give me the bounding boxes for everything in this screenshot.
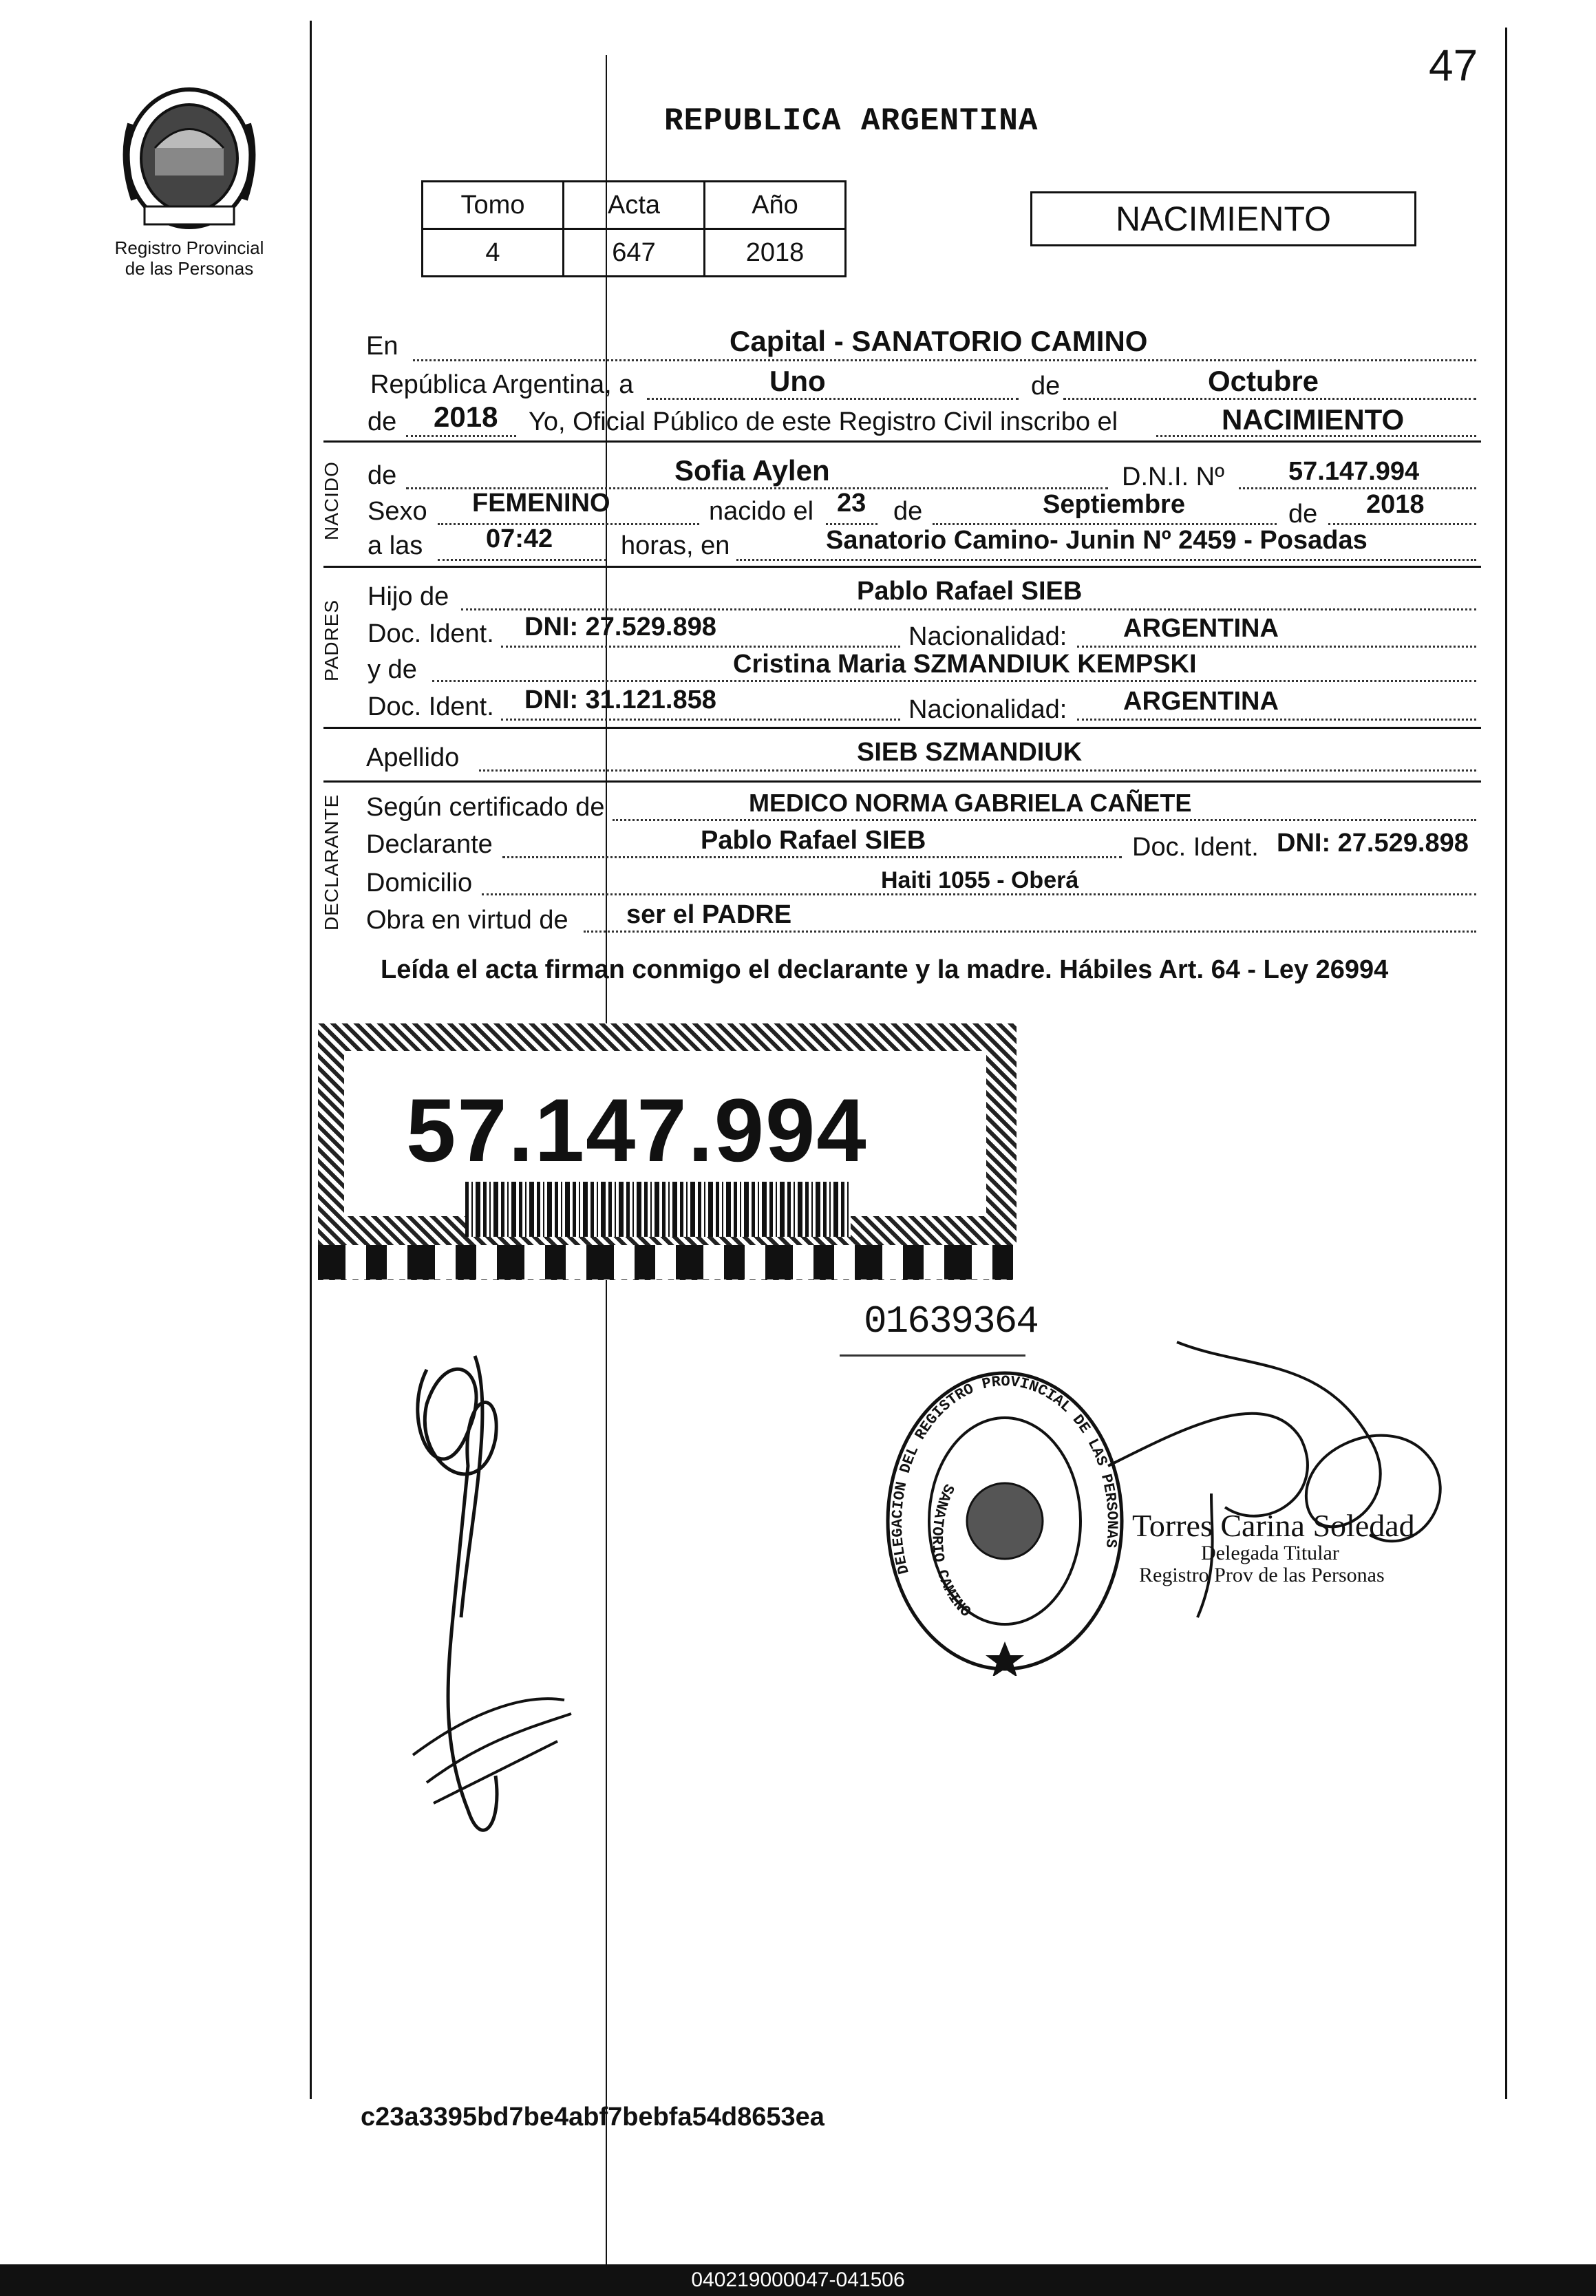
header-acta: Acta	[564, 182, 705, 229]
page-number: 47	[1429, 41, 1478, 90]
day-value: Uno	[769, 365, 826, 397]
declarante-label: Declarante	[366, 830, 493, 859]
apellido-label: Apellido	[366, 743, 460, 772]
dotted-line	[1328, 523, 1476, 525]
en-label: En	[366, 332, 398, 361]
horas-label: horas, en	[621, 531, 730, 560]
dotted-line	[432, 680, 1476, 682]
section-divider	[323, 566, 1481, 568]
svg-text:SANATORIO CAMINO	[928, 1481, 974, 1621]
section-divider	[323, 440, 1481, 443]
dni-sticker	[318, 1023, 1017, 1280]
registry-table	[421, 180, 847, 277]
obra-value: ser el PADRE	[626, 900, 792, 929]
closing-statement: Leída el acta firman conmigo el declarante y la madre. Hábiles Art. 64 - Ley 26994	[381, 955, 1389, 984]
barcode	[465, 1182, 851, 1237]
dotted-line	[1077, 646, 1476, 648]
nacido-section-label: NACIDO	[321, 461, 342, 540]
dotted-line	[479, 769, 1476, 772]
value-anio: 2018	[705, 229, 846, 277]
left-margin-line	[310, 21, 312, 2099]
provincial-seal-logo	[117, 83, 262, 234]
declarante-section-label: DECLARANTE	[321, 794, 342, 931]
sexo-value: FEMENINO	[472, 489, 610, 518]
place-value: Capital - SANATORIO CAMINO	[730, 325, 1148, 357]
birth-place: Sanatorio Camino- Junin Nº 2459 - Posadas	[826, 526, 1368, 555]
father-nationality: ARGENTINA	[1123, 614, 1279, 643]
declarant-signature	[385, 1328, 619, 1872]
dotted-line	[1063, 398, 1476, 400]
mother-doc: DNI: 31.121.858	[524, 685, 716, 714]
nacionalidad-label: Nacionalidad:	[908, 622, 1067, 651]
child-name: Sofia Aylen	[674, 454, 830, 487]
dotted-line	[438, 559, 606, 561]
declarante-doc: DNI: 27.529.898	[1277, 829, 1469, 858]
hijo-label: Hijo de	[368, 582, 449, 611]
value-acta: 647	[564, 229, 705, 277]
father-name: Pablo Rafael SIEB	[857, 577, 1083, 606]
document-hash: c23a3395bd7be4abf7bebfa54d8653ea	[361, 2103, 824, 2132]
birth-day: 23	[837, 489, 866, 518]
dotted-line	[826, 523, 877, 525]
domicilio-value: Haiti 1055 - Oberá	[881, 867, 1079, 893]
dotted-line	[461, 608, 1476, 610]
month-value: Octubre	[1208, 365, 1319, 397]
mother-nationality: ARGENTINA	[1123, 687, 1279, 716]
obra-label: Obra en virtud de	[366, 906, 568, 935]
alas-label: a las	[368, 531, 423, 560]
official-stamp	[881, 1366, 1129, 1676]
dotted-line	[613, 819, 1476, 821]
mother-name: Cristina Maria SZMANDIUK KEMPSKI	[733, 650, 1197, 679]
act-type-box: NACIMIENTO	[1030, 191, 1416, 246]
nacido-de-label: de	[368, 461, 397, 490]
dotted-line	[413, 359, 1476, 361]
stamp-ring-text: DELEGACION DEL REGISTRO PROVINCIAL DE LAS PERSONAS	[889, 1373, 1121, 1576]
inscribe-value: NACIMIENTO	[1222, 403, 1405, 436]
birth-year: 2018	[1366, 490, 1425, 519]
logo-caption: Registro Provincial de las Personas	[114, 237, 264, 279]
doc-label: Doc. Ident.	[1132, 833, 1259, 862]
official-text: Yo, Oficial Público de este Registro Civil inscribo el	[529, 407, 1118, 436]
nacido-label: nacido el	[709, 497, 814, 526]
dotted-line	[501, 719, 900, 721]
de2-label: de	[368, 407, 397, 436]
footer-code: 040219000047-041506	[0, 2264, 1596, 2296]
dni-label: D.N.I. Nº	[1122, 463, 1224, 491]
dotted-line	[406, 435, 516, 437]
de-label: de	[1288, 500, 1318, 529]
doc-label: Doc. Ident.	[368, 692, 494, 721]
header-tomo: Tomo	[423, 182, 564, 229]
document-title: REPUBLICA ARGENTINA	[664, 103, 1039, 139]
section-divider	[323, 727, 1481, 729]
cert-value: MEDICO NORMA GABRIELA CAÑETE	[749, 789, 1192, 817]
dotted-line	[501, 646, 900, 648]
officer-role: Delegada Titular	[1201, 1542, 1339, 1564]
domicilio-label: Domicilio	[366, 869, 473, 897]
de-label: de	[893, 497, 923, 526]
right-margin-line	[1505, 28, 1507, 2099]
nacionalidad-label: Nacionalidad:	[908, 695, 1067, 724]
yde-label: y de	[368, 655, 417, 684]
dotted-line	[736, 559, 1476, 561]
father-doc: DNI: 27.529.898	[524, 613, 716, 641]
de-label: de	[1031, 372, 1061, 401]
officer-office: Registro Prov de las Personas	[1139, 1564, 1385, 1586]
padres-section-label: PADRES	[321, 599, 342, 681]
officer-name: Torres Carina Soledad	[1132, 1508, 1415, 1543]
birth-time: 07:42	[486, 524, 553, 553]
dotted-line	[502, 856, 1122, 858]
cert-label: Según certificado de	[366, 793, 605, 822]
dotted-line	[584, 931, 1476, 933]
dni-sticker-inner	[344, 1051, 986, 1216]
sexo-label: Sexo	[368, 497, 427, 526]
header-anio: Año	[705, 182, 846, 229]
doc-label: Doc. Ident.	[368, 619, 494, 648]
sticker-pattern	[318, 1245, 1017, 1279]
dni-sticker-number: 57.147.994	[406, 1080, 868, 1180]
dotted-line	[647, 398, 1019, 400]
dotted-line	[1239, 487, 1476, 489]
serial-number: 01639364	[864, 1299, 1038, 1343]
stamp-center-text: SANATORIO CAMINO	[928, 1480, 975, 1622]
dotted-line	[1077, 719, 1476, 721]
dotted-line	[438, 523, 699, 525]
declarante-value: Pablo Rafael SIEB	[701, 826, 926, 855]
year-value: 2018	[434, 401, 498, 433]
section-divider	[323, 780, 1481, 783]
value-tomo: 4	[423, 229, 564, 277]
rep-label: República Argentina, a	[370, 370, 634, 399]
serial-underline	[840, 1354, 1025, 1357]
dotted-line	[933, 523, 1277, 525]
child-dni: 57.147.994	[1288, 457, 1420, 486]
birth-month: Septiembre	[1043, 490, 1185, 519]
apellido-value: SIEB SZMANDIUK	[857, 738, 1083, 767]
